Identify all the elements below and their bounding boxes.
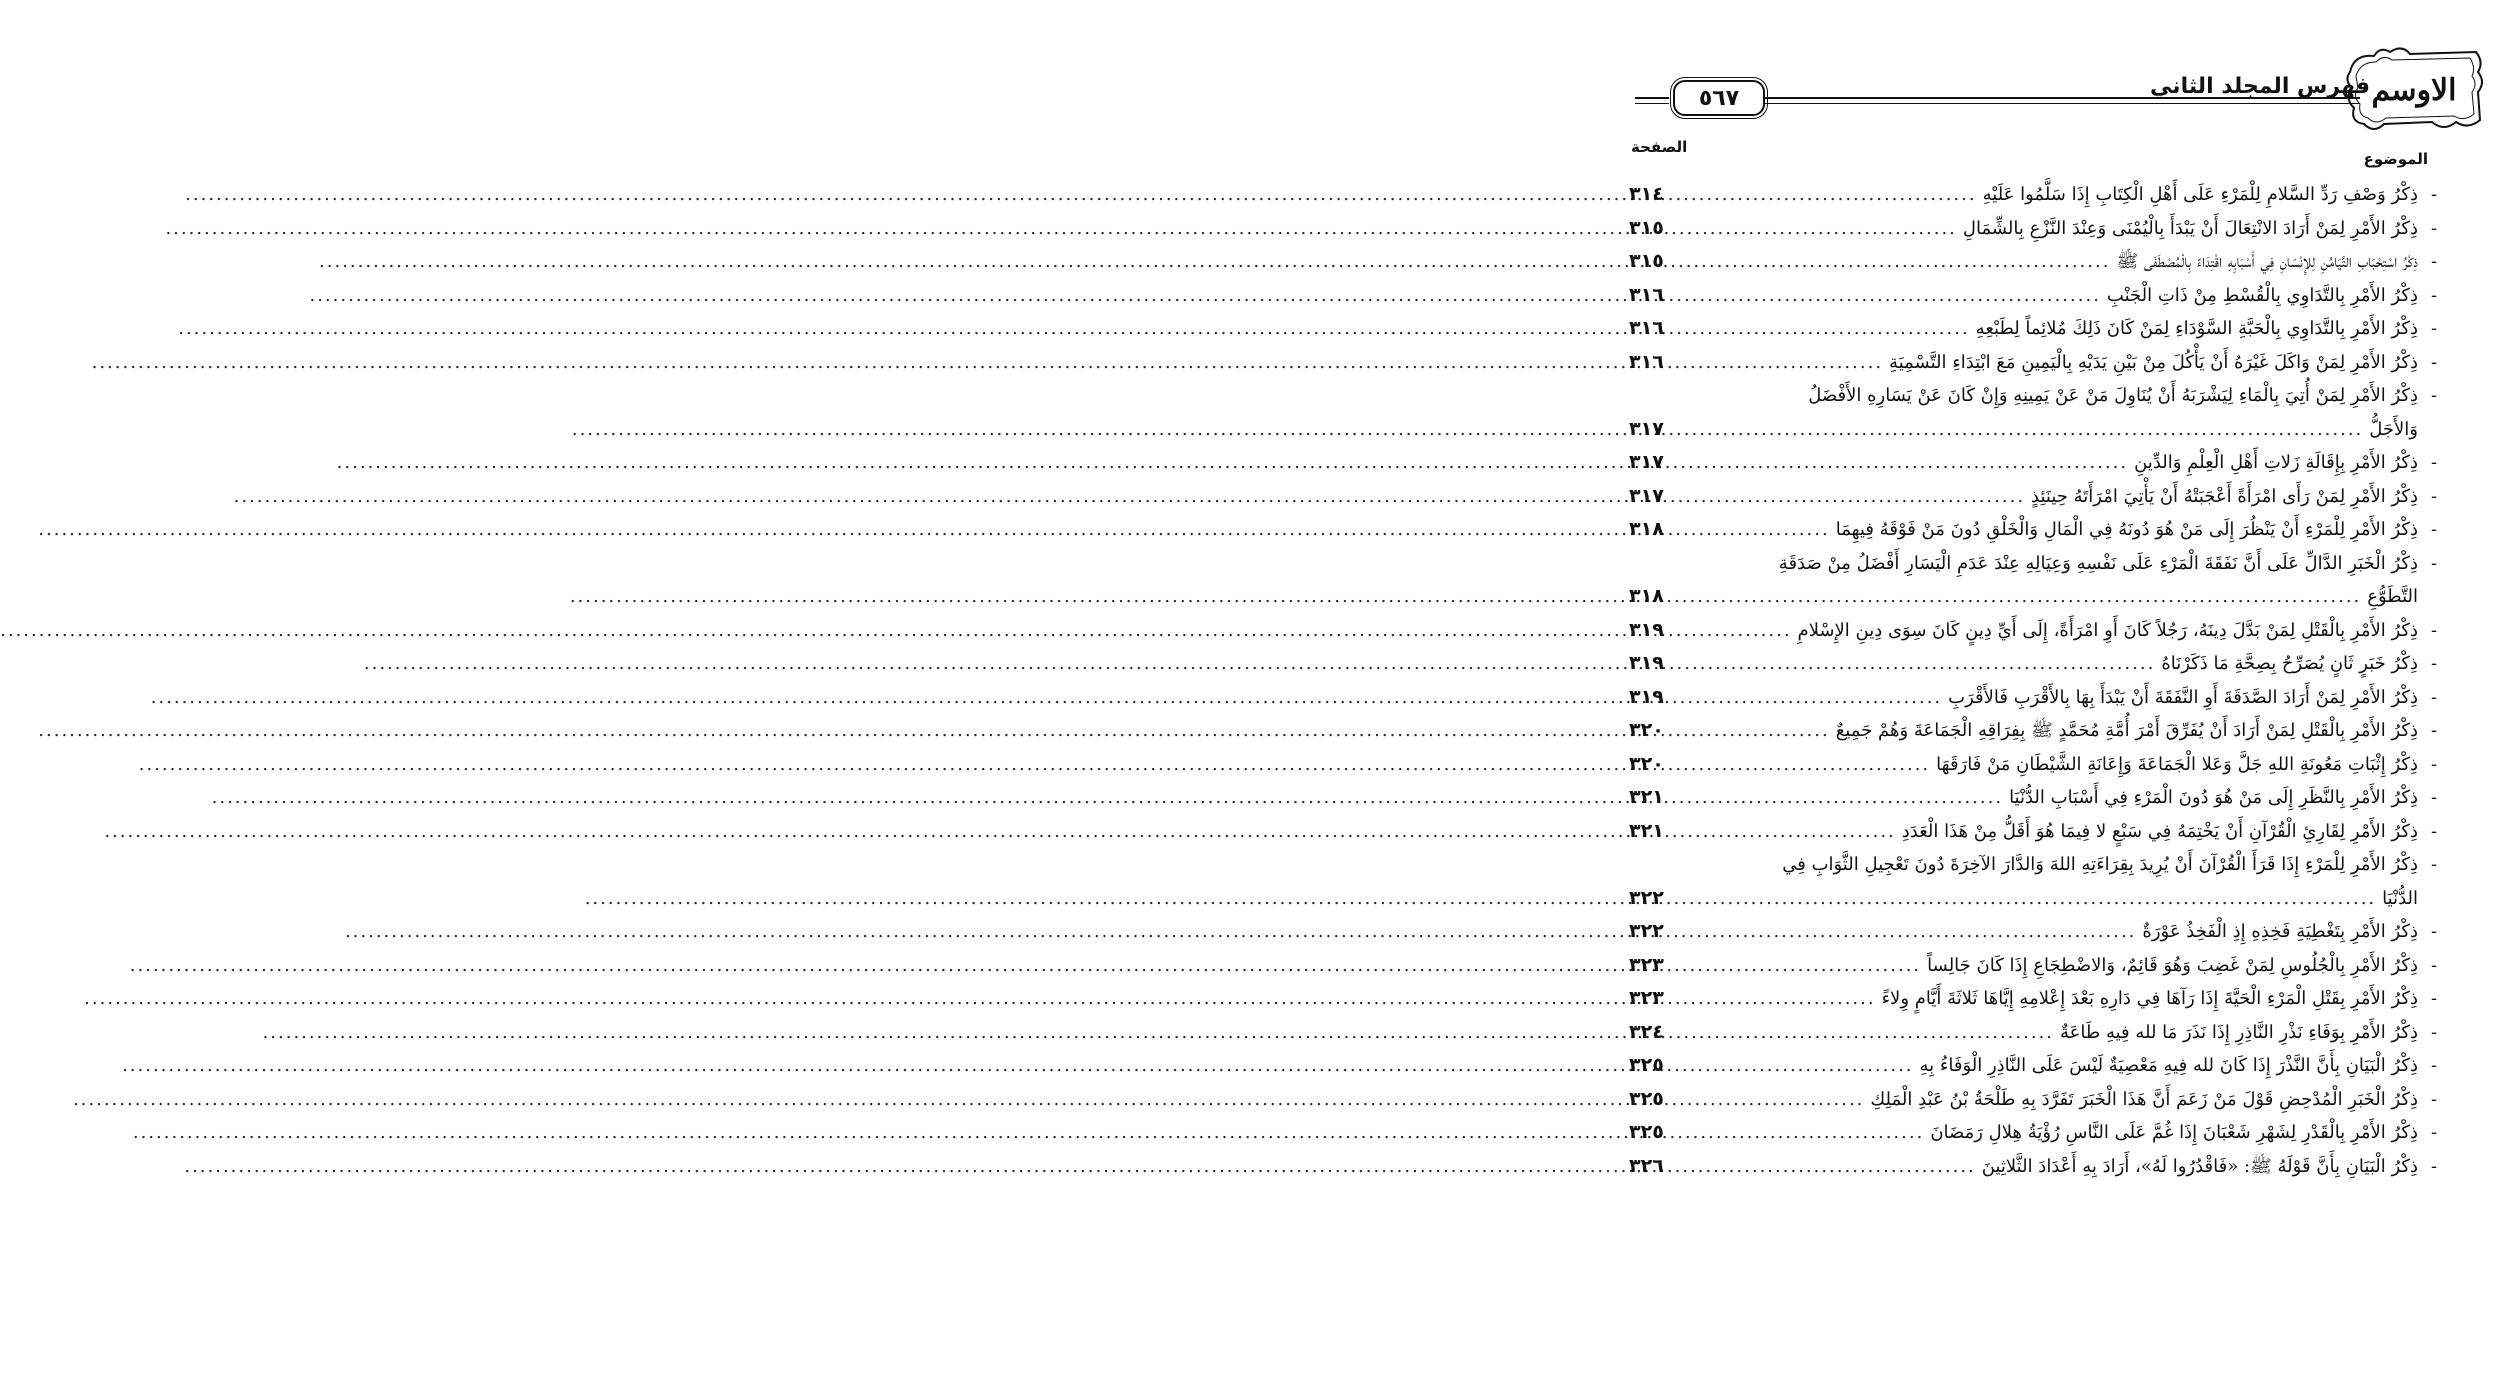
index-entry — [1629, 446, 2442, 480]
entry-bullet: - — [2430, 184, 2438, 205]
entry-bullet: - — [2430, 251, 2438, 272]
entry-page-number: ٣٢٠ — [1629, 752, 1664, 775]
entry-page-number: ٣٢٥ — [1629, 1121, 1664, 1143]
entry-row — [1629, 279, 2418, 313]
entry-bullet: - — [2430, 653, 2438, 674]
index-entry — [1629, 781, 2442, 815]
entry-row — [1629, 513, 2418, 547]
entry-text: ذِكْرُ الأَمْرِ بِقَتْلِ الْمَرْءِ الْحَيَّةَ إِذَا رَآهَا فِي دَارِهِ بَعْدَ إِعْلامِهِ إِيَّاهَا ثَلاثَةَ أَيَّامٍ وِلاءً — [1881, 988, 2418, 1009]
index-entry — [1629, 915, 2442, 949]
entry-bullet: - — [2430, 1021, 2438, 1043]
entry-page-number: ٣٢٠ — [1629, 719, 1664, 741]
entry-text-first-line: ذِكْرُ الأَمْرِ لِلْمَرْءِ إِذَا قَرَأَ الْقُرْآنَ أَنْ يُرِيدَ بِقِرَاءَتِهِ اللهَ وَالدَّارَ الآخِرَةَ دُونَ تَعْجِيلِ الثَّوَابِ فِي — [1782, 854, 2418, 875]
entry-row — [1629, 480, 2418, 514]
entry-text: ذِكْرُ الأَمْرِ بِالنَّظَرِ إِلَى مَنْ هُوَ دُونَ الْمَرْءِ فِي أَسْبَابِ الدُّنْيَا — [2009, 787, 2418, 808]
entry-page-number: ٣١٧ — [1629, 417, 1664, 440]
entry-row — [1629, 446, 2418, 480]
dot-leader — [1670, 480, 2025, 514]
entry-text: وَالأَجَلُّ — [2369, 418, 2418, 440]
entry-text: ذِكْرُ الأَمْرِ لِمَنْ وَاكَلَ غَيْرَهُ أَنْ يَأْكُلَ مِنْ بَيْنِ يَدَيْهِ بِالْيَمِينِ مَعَ ابْتِدَاءِ التَّسْمِيَةِ — [1889, 351, 2418, 373]
dot-leader — [1670, 882, 2376, 916]
entry-bullet: - — [2430, 619, 2438, 641]
entry-text: ذِكْرُ الأَمْرِ لِمَنْ رَأَى امْرَأَةً أَعْجَبَتْهُ أَنْ يَأْتِيَ امْرَأَتَهُ حِينَئِذٍ — [2031, 485, 2418, 507]
entry-bullet: - — [2430, 552, 2438, 574]
entry-row — [1629, 647, 2418, 681]
index-entry — [1629, 848, 2442, 915]
entry-text: ذِكْرُ الْبَيَانِ بِأَنَّ قَوْلَهُ ﷺ: «فَاقْدُرُوا لَهُ»، أَرَادَ بِهِ أَعْدَادَ الثَّلاثِينَ — [1981, 1155, 2418, 1177]
entry-row — [1629, 614, 2418, 648]
entry-row — [1629, 413, 2418, 447]
entry-row — [1629, 580, 2418, 614]
entry-row — [1629, 781, 2418, 815]
entry-page-number: ٣١٦ — [1629, 283, 1664, 306]
entry-bullet: - — [2430, 284, 2438, 306]
dot-leader — [1670, 346, 1883, 380]
column-labels — [1631, 138, 2428, 168]
dot-leader — [1670, 614, 1792, 648]
index-entry — [1629, 480, 2442, 514]
index-entry — [1629, 1150, 2442, 1184]
entry-text-first-line: ذِكْرُ الْخَبَرِ الدَّالِّ عَلَى أَنَّ نَفَقَةَ الْمَرْءِ عَلَى نَفْسِهِ وَعِيَالِهِ عِنْدَ عَدَمِ الْيَسَارِ أَفْضَلُ مِنْ صَدَقَةِ — [1778, 552, 2418, 574]
index-entry — [1629, 982, 2442, 1016]
entry-page-number: ٣١٩ — [1629, 618, 1664, 641]
index-entry — [1629, 212, 2442, 246]
entry-row — [1629, 915, 2418, 949]
entry-bullet: - — [2430, 318, 2438, 339]
entry-text: ذِكْرُ الأَمْرِ بِالْقَدْرِ لِشَهْرِ شَعْبَانَ إِذَا غُمَّ عَلَى النَّاسِ رُؤْيَةُ هِلالِ رَمَضَانَ — [1930, 1122, 2418, 1143]
entry-page-number: ٣٢٣ — [1629, 987, 1664, 1009]
entry-page-number: ٣٢٥ — [1629, 1054, 1664, 1076]
index-entry — [1629, 312, 2442, 346]
entry-page-number: ٣٢٢ — [1629, 886, 1664, 909]
entry-text: ذِكْرُ وَصْفِ رَدِّ السَّلامِ لِلْمَرْءِ عَلَى أَهْلِ الْكِتَابِ إِذَا سَلَّمُوا عَلَيْهِ — [1982, 184, 2418, 205]
dot-leader — [1670, 279, 2101, 313]
entry-page-number: ٣١٥ — [1629, 216, 1664, 239]
entry-bullet: - — [2430, 452, 2438, 473]
entry-row — [1629, 714, 2418, 748]
entry-page-number: ٣١٦ — [1629, 350, 1664, 373]
dot-leader — [1670, 1116, 1925, 1150]
entry-row — [1629, 1083, 2418, 1117]
entry-text: ذِكْرُ الأَمْرِ بِالْقَتْلِ لِمَنْ أَرَادَ أَنْ يُفَرِّقَ أَمْرَ أُمَّةِ مُحَمَّدٍ ﷺ بِفِرَاقِهِ الْجَمَاعَةَ وَهُمْ جَمِيعٌ — [1835, 720, 2418, 741]
entry-bullet: - — [2430, 954, 2438, 976]
entry-bullet: - — [2430, 217, 2438, 239]
dot-leader — [1670, 681, 1942, 715]
index-entry — [1629, 1016, 2442, 1050]
header-rule-right-2 — [1765, 103, 2360, 104]
entry-text: ذِكْرُ الأَمْرِ بِالْجُلُوسِ لِمَنْ غَضِبَ وَهُوَ قَائِمٌ، وَالاضْطِجَاعِ إِذَا كَانَ جَالِساً — [1927, 954, 2418, 976]
entry-row — [1629, 681, 2418, 715]
entry-row — [1629, 748, 2418, 782]
entry-bullet: - — [2430, 485, 2438, 507]
entry-row — [1629, 1049, 2418, 1083]
entry-row — [1629, 1016, 2418, 1050]
index-entry — [1629, 1049, 2442, 1083]
entry-row — [1629, 815, 2418, 849]
dot-leader — [1670, 915, 2137, 949]
entry-page-number: ٣١٦ — [1629, 317, 1664, 339]
entry-text: ذِكْرُ الأَمْرِ بِوَفَاءِ نَذْرِ النَّاذِرِ إِذَا نَذَرَ مَا لله فِيهِ طَاعَةٌ — [2060, 1021, 2418, 1043]
entry-page-number: ٣١٩ — [1629, 685, 1664, 708]
index-entry — [1629, 178, 2442, 212]
entry-bullet: - — [2430, 921, 2438, 942]
dot-leader — [1670, 781, 2003, 815]
dot-leader — [1670, 714, 1830, 748]
entry-row — [1629, 1150, 2418, 1184]
entry-page-number: ٣١٤ — [1629, 183, 1664, 205]
page-column-label: الصفحة — [1631, 138, 1688, 156]
entry-row — [1629, 982, 2418, 1016]
entry-text: ذِكْرُ الْبَيَانِ بِأَنَّ النَّذْرَ إِذَا كَانَ لله فِيهِ مَعْصِيَةٌ لَيْسَ عَلَى النَّاذِرِ الْوَفَاءُ بِهِ — [1919, 1055, 2418, 1076]
entry-bullet: - — [2430, 1088, 2438, 1110]
index-entry — [1629, 547, 2442, 614]
entry-text-first-line: ذِكْرُ الأَمْرِ لِمَنْ أُتِيَ بِالْمَاءِ لِيَشْرَبَهُ أَنْ يُنَاوِلَ مَنْ عَنْ يَمِينِهِ وَإِنْ كَانَ عَنْ يَسَارِهِ الأَفْضَلُ — [1808, 385, 2418, 406]
entry-text: ذِكْرُ الْخَبَرِ الْمُدْحِضِ قَوْلَ مَنْ زَعَمَ أَنَّ هَذَا الْخَبَرَ تَفَرَّدَ بِهِ طَلْحَةُ بْنُ عَبْدِ الْمَلِكِ — [1870, 1088, 2418, 1110]
entry-text: ذِكْرُ الأَمْرِ بِتَغْطِيَةِ فَخِذِهِ إِذِ الْفَخِذُ عَوْرَةٌ — [2142, 921, 2418, 942]
dot-leader — [1670, 1049, 1914, 1083]
entry-text: ذِكْرُ الأَمْرِ بِالتَّدَاوِي بِالْقُسْطِ مِنْ ذَاتِ الْجَنْبِ — [2106, 284, 2418, 306]
entry-page-number: ٣١٥ — [1629, 250, 1664, 272]
entry-page-number: ٣٢١ — [1629, 819, 1664, 842]
entry-bullet: - — [2430, 385, 2438, 406]
entry-page-number: ٣٢٥ — [1629, 1087, 1664, 1110]
dot-leader — [1670, 1083, 1865, 1117]
entry-text: ذِكْرُ الأَمْرِ لِلْمَرْءِ أَنْ يَنْظُرَ إِلَى مَنْ هُوَ دُونَهُ فِي الْمَالِ وَالْخَلْقِ دُونَ مَنْ فَوْقَهُ فِيهِمَا — [1835, 519, 2418, 540]
index-entry — [1629, 1083, 2442, 1117]
topic-column-label: الموضوع — [2363, 150, 2428, 168]
entry-bullet: - — [2430, 686, 2438, 708]
index-entry — [1629, 614, 2442, 648]
entry-page-number: ٣٢٣ — [1629, 953, 1664, 976]
entry-bullet: - — [2430, 351, 2438, 373]
dot-leader — [1670, 513, 1830, 547]
entry-text: التَّطَوُّعِ — [2367, 586, 2418, 607]
dot-leader — [1670, 312, 1970, 346]
entry-bullet: - — [2430, 753, 2438, 775]
entry-row — [1629, 1116, 2418, 1150]
dot-leader — [1670, 748, 1930, 782]
index-entry — [1629, 647, 2442, 681]
dot-leader — [1670, 1150, 1976, 1184]
dot-leader — [1670, 178, 1977, 212]
index-entry — [1629, 949, 2442, 983]
entry-page-number: ٣١٧ — [1629, 451, 1664, 473]
entry-text: ذِكْرُ خَبَرٍ ثَانٍ يُصَرِّحُ بِصِحَّةِ مَا ذَكَرْنَاهُ — [2161, 653, 2418, 674]
svg-text:الاوسم: الاوسم — [2371, 73, 2457, 108]
dot-leader — [1670, 413, 2363, 447]
entry-row — [1629, 178, 2418, 212]
dot-leader — [1670, 245, 2111, 279]
entry-page-number: ٣٢١ — [1629, 786, 1664, 808]
dot-leader — [1670, 949, 1921, 983]
dot-leader — [1670, 647, 2156, 681]
index-entry — [1629, 245, 2442, 279]
entry-row — [1629, 346, 2418, 380]
entry-text: ذِكْرُ إِثْبَاتِ مَعُونَةِ اللهِ جَلَّ وَعَلا الْجَمَاعَةَ وَإِعَانَةِ الشَّيْطَانِ مَنْ فَارَقَهَا — [1936, 753, 2418, 775]
index-entry — [1629, 714, 2442, 748]
dot-leader — [1670, 815, 1896, 849]
entry-text: ذِكْرُ اسْتِحْبَابِ التَّيَامُنِ لِلإِنْسَانِ فِي أَسْبَابِهِ اقْتِدَاءً بِالْمُصْطَفَى ﷺ — [2116, 251, 2418, 272]
entry-text: الدُّنْيَا — [2382, 887, 2418, 909]
entry-text: ذِكْرُ الأَمْرِ لِقَارِئِ الْقُرْآنِ أَنْ يَخْتِمَهُ فِي سَبْعٍ لا فِيمَا هُوَ أَقَلُّ مِنْ هَذَا الْعَدَدِ — [1901, 820, 2418, 842]
index-entry — [1629, 513, 2442, 547]
entry-bullet: - — [2430, 820, 2438, 842]
header-rule-left-1 — [1635, 97, 1669, 99]
header-rule-right-1 — [1765, 97, 2360, 99]
entry-text: ذِكْرُ الأَمْرِ لِمَنْ أَرَادَ الصَّدَقَةَ أَوِ النَّفَقَةَ أَنْ يَبْدَأَ بِهَا بِالأَقْرَبِ فَالأَقْرَبِ — [1948, 686, 2418, 708]
entry-bullet: - — [2430, 854, 2438, 875]
entry-page-number: ٣٢٦ — [1629, 1154, 1664, 1177]
entry-bullet: - — [2430, 988, 2438, 1009]
entry-row — [1629, 949, 2418, 983]
dot-leader — [1670, 982, 1876, 1016]
index-entry — [1629, 748, 2442, 782]
index-entry — [1629, 1116, 2442, 1150]
entry-bullet: - — [2430, 787, 2438, 808]
entry-page-number: ٣١٨ — [1629, 585, 1664, 607]
page-header — [1633, 70, 2370, 120]
entry-page-number: ٣٢٢ — [1629, 920, 1664, 942]
index-list — [1629, 178, 2442, 1183]
entry-bullet: - — [2430, 1055, 2438, 1076]
entry-row — [1629, 212, 2418, 246]
index-entry — [1629, 815, 2442, 849]
entry-text: ذِكْرُ الأَمْرِ بِإِقَالَةِ زَلاتِ أَهْلِ الْعِلْمِ وَالدِّينِ — [2134, 452, 2418, 473]
page-number: ٥٦٧ — [1673, 80, 1765, 116]
entry-row — [1629, 882, 2418, 916]
entry-page-number: ٣١٩ — [1629, 652, 1664, 674]
entry-page-number: ٣٢٤ — [1629, 1020, 1664, 1043]
dot-leader — [1670, 212, 1957, 246]
dot-leader — [1670, 1016, 2054, 1050]
entry-bullet: - — [2430, 519, 2438, 540]
dot-leader — [1670, 446, 2128, 480]
entry-bullet: - — [2430, 1122, 2438, 1143]
header-title: فهرس المجلد الثاني — [2150, 74, 2370, 99]
entry-bullet: - — [2430, 1155, 2438, 1177]
entry-page-number: ٣١٧ — [1629, 484, 1664, 507]
dot-leader — [1670, 580, 2361, 614]
entry-row — [1629, 312, 2418, 346]
entry-row — [1629, 245, 2418, 279]
entry-text: ذِكْرُ الأَمْرِ لِمَنْ أَرَادَ الانْتِعَالَ أَنْ يَبْدَأَ بِالْيُمْنَى وَعِنْدَ النَّزْعِ بِالشِّمَالِ — [1962, 217, 2418, 239]
entry-text: ذِكْرُ الأَمْرِ بِالْقَتْلِ لِمَنْ بَدَّلَ دِينَهُ، رَجُلاً كَانَ أَوِ امْرَأَةً، إِلَى أَيِّ دِينٍ كَانَ سِوَى دِينِ الإِسْلامِ — [1797, 619, 2418, 641]
index-entry — [1629, 279, 2442, 313]
entry-text: ذِكْرُ الأَمْرِ بِالتَّدَاوِي بِالْحَبَّةِ السَّوْدَاءِ لِمَنْ كَانَ ذَلِكَ مُلائِماً لِطَبْعِهِ — [1975, 318, 2418, 339]
index-entry — [1629, 379, 2442, 446]
entry-bullet: - — [2430, 720, 2438, 741]
index-entry — [1629, 681, 2442, 715]
index-entry — [1629, 346, 2442, 380]
header-rule-left-2 — [1635, 103, 1669, 104]
entry-page-number: ٣١٨ — [1629, 518, 1664, 540]
